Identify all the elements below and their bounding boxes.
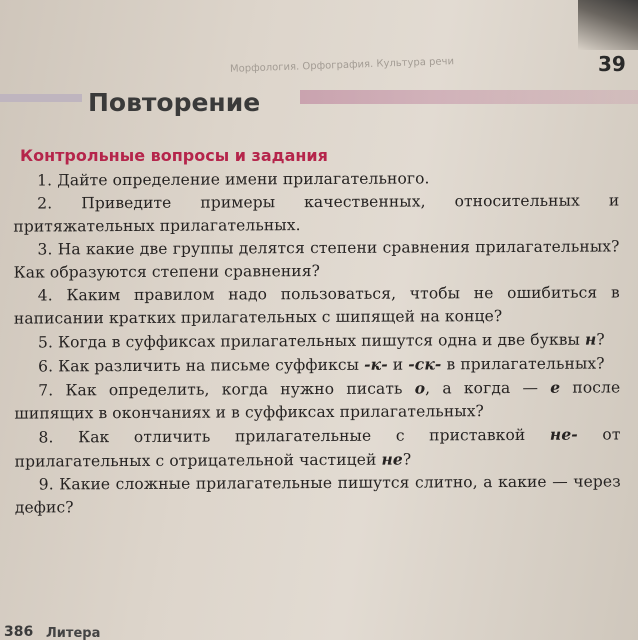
question-number: 7. — [38, 381, 54, 400]
letter-o: о — [414, 378, 426, 398]
question-text: Как различить на письме суффиксы — [58, 355, 365, 376]
footer-page-number: 386 — [4, 624, 34, 640]
question-text: На какие две группы делятся степени сравнения прилагательных? Как образуются степени сравнения? — [13, 237, 620, 282]
question-item — [13, 166, 619, 192]
question-text: ? — [402, 450, 412, 469]
question-number: 9. — [38, 475, 54, 494]
question-item — [14, 351, 620, 378]
title-decor-line — [300, 90, 638, 104]
question-text: Дайте определение имени прилагательного. — [57, 169, 430, 190]
question-text: в прилагательных? — [441, 354, 605, 374]
question-number: 3. — [37, 240, 53, 259]
question-text: после шипящих в окончаниях и в суффиксах прилагательных? — [14, 378, 621, 423]
question-text: ? — [596, 330, 605, 349]
question-number: 5. — [37, 333, 54, 352]
question-item — [14, 281, 620, 330]
subsection-title: Контрольные вопросы и задания — [20, 146, 328, 165]
question-number: 2. — [37, 194, 53, 213]
prefix-ne: не- — [549, 424, 578, 444]
question-item — [13, 189, 619, 238]
footer-word: Литера — [46, 626, 101, 640]
question-text: Какие сложные прилагательные пишутся слитно, а какие — через дефис? — [14, 472, 621, 517]
question-text: Каким правилом надо пользоваться, чтобы не ошибиться в написании кратких прилагательных с шипящей на конце? — [13, 283, 620, 328]
question-text: Как отличить прилагательные с приставкой — [78, 425, 550, 447]
page-number: 39 — [598, 52, 626, 76]
running-head: Морфология. Орфография. Культура речи — [229, 56, 455, 75]
question-text: Как определить, когда нужно писать — [65, 379, 415, 400]
question-text: от прилагательных с отрицательной частицей — [14, 425, 621, 471]
question-item — [15, 470, 621, 519]
question-item — [14, 327, 620, 354]
photo-shadow-corner — [578, 0, 638, 50]
question-text: Приведите примеры качественных, относительных и притяжательных прилагательных. — [13, 191, 620, 236]
section-title: Повторение — [88, 88, 261, 117]
question-number: 1. — [37, 171, 53, 190]
question-item — [13, 235, 619, 284]
question-item — [14, 375, 620, 425]
questions-list — [13, 166, 621, 519]
particle-ne: не — [381, 449, 403, 469]
question-number: 4. — [37, 286, 53, 305]
suffix-k: -к- — [364, 354, 388, 374]
question-item — [14, 422, 620, 473]
question-text: , а когда — — [425, 378, 551, 398]
title-decor-bar — [0, 94, 82, 102]
question-text: Когда в суффиксах прилагательных пишутся одна и две буквы — [57, 330, 586, 352]
letter-e: е — [550, 377, 561, 397]
letter-n: н — [584, 329, 597, 349]
question-number: 8. — [38, 428, 54, 447]
suffix-sk: -ск- — [408, 354, 442, 374]
question-number: 6. — [38, 357, 54, 376]
question-text: и — [387, 355, 409, 374]
